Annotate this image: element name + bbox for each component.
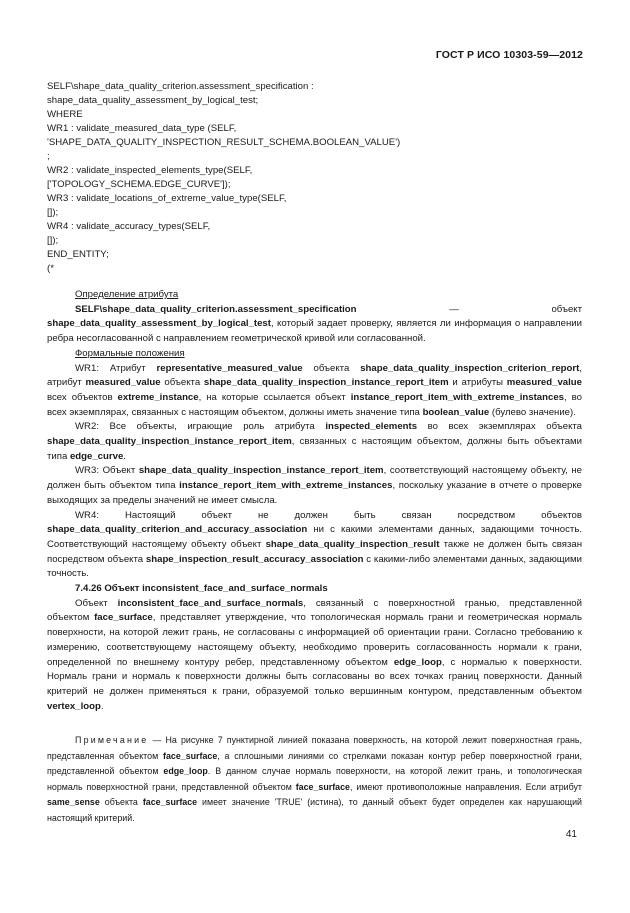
code-line: WR1 : validate_measured_data_type (SELF, bbox=[47, 123, 237, 134]
code-line: (* bbox=[47, 263, 54, 274]
code-line: ['TOPOLOGY_SCHEMA.EDGE_CURVE']); bbox=[47, 179, 231, 190]
code-line: WR4 : validate_accuracy_types(SELF, bbox=[47, 221, 211, 232]
note-block bbox=[47, 733, 582, 827]
document-body bbox=[47, 288, 582, 714]
page-number: 41 bbox=[565, 829, 577, 840]
code-line: 'SHAPE_DATA_QUALITY_INSPECTION_RESULT_SCHEMA.BOOLEAN_VALUE') bbox=[47, 137, 401, 148]
code-line: END_ENTITY; bbox=[47, 249, 109, 260]
code-line: shape_data_quality_assessment_by_logical_test; bbox=[47, 95, 259, 106]
code-line: WHERE bbox=[47, 109, 83, 120]
code-line: []); bbox=[47, 235, 59, 246]
code-line: ; bbox=[47, 151, 50, 162]
section-paragraph: Объект inconsistent_face_and_surface_normals, связанный с поверхностной гранью, представленной объектом face_surface, представляет утверждение, что топологическая нормаль грани и геометрическая нормаль поверхности, на которой лежит грань, не согласованы с информацией об ориентации грани. Согласно требованию к измерению, соответствующему настоящему объекту, необходимо проверить согласованность нормали к грани, определенной по внешнему контуру ребер, представленному объектом edge_loop, с нормалью к поверхности. Нормаль грани и нормаль к поверхности должны быть согласованы во всех точках границ поверхности. Данный критерий не должен применяться к грани, образуемой только вершинным контуром, представленным объектом vertex_loop. bbox=[47, 597, 583, 712]
note-label: Примечание bbox=[75, 735, 149, 745]
express-code-block bbox=[47, 80, 587, 276]
attribute-definition-paragraph: SELF\shape_data_quality_criterion.assessment_specification — объект shape_data_quality_assessment_by_logical_test, который задает проверку, является ли информация о направлении ребра несогласованной с направлением геометрической кривой или согласованной. bbox=[47, 303, 582, 345]
section-heading: 7.4.26 Объект inconsistent_face_and_surface_normals bbox=[75, 583, 328, 595]
formal-propositions-heading: Формальные положения bbox=[75, 347, 185, 359]
note-paragraph: Примечание — На рисунке 7 пунктирной линией показана поверхность, на которой лежит поверхностная грань, представленная объектом face_surface, а сплошными линиями со стрелками показан контур ребер поверхностной грани, представленной объектом edge_loop. В данном случае нормаль поверхности, на которой лежит грань, и топологическая нормаль поверхностной грани, представленной объектом face_surface, имеют противоположные направления. Если атрибут same_sense объекта face_surface имеет значение 'TRUE' (истина), то данный объект будет определен как нарушающий настоящий критерий. bbox=[47, 735, 582, 823]
code-line: WR2 : validate_inspected_elements_type(SELF, bbox=[47, 165, 253, 176]
code-line: WR3 : validate_locations_of_extreme_value_type(SELF, bbox=[47, 193, 287, 204]
wr4-paragraph: WR4: Настоящий объект не должен быть связан посредством объектов shape_data_quality_criterion_and_accuracy_association ни с какими элементами данных, задающими точность. Соответствующий настоящему объекту объект shape_data_quality_inspection_result также не должен быть связан посредством объекта shape_inspection_result_accuracy_association с какими-либо элементами данных, задающими точность. bbox=[47, 509, 582, 580]
standard-header: ГОСТ Р ИСО 10303-59—2012 bbox=[435, 49, 583, 61]
wr1-paragraph: WR1: Атрибут representative_measured_value объекта shape_data_quality_inspection_criterion_report, атрибут measured_value объекта shape_data_quality_inspection_instance_report_item и атрибуты measured_value всех объектов extreme_instance, на которые ссылается объект instance_report_item_with_extreme_instances, во всех экземплярах, связанных с настоящим объектом, должны иметь значение типа boolean_value (булево значение). bbox=[47, 362, 582, 418]
wr2-paragraph: WR2: Все объекты, играющие роль атрибута inspected_elements во всех экземплярах объекта shape_data_quality_inspection_instance_report_item, связанных с настоящим объектом, должны быть объектами типа edge_curve. bbox=[47, 421, 583, 462]
wr3-paragraph: WR3: Объект shape_data_quality_inspection_instance_report_item, соответствующий настоящему объекту, не должен быть объектом типа instance_report_item_with_extreme_instances, поскольку указание в отчете о проверке выходящих за пределы значений не имеет смысла. bbox=[47, 465, 583, 506]
code-line: SELF\shape_data_quality_criterion.assessment_specification : bbox=[47, 81, 314, 92]
code-line: []); bbox=[47, 207, 59, 218]
attribute-definition-heading: Определение атрибута bbox=[75, 289, 179, 300]
